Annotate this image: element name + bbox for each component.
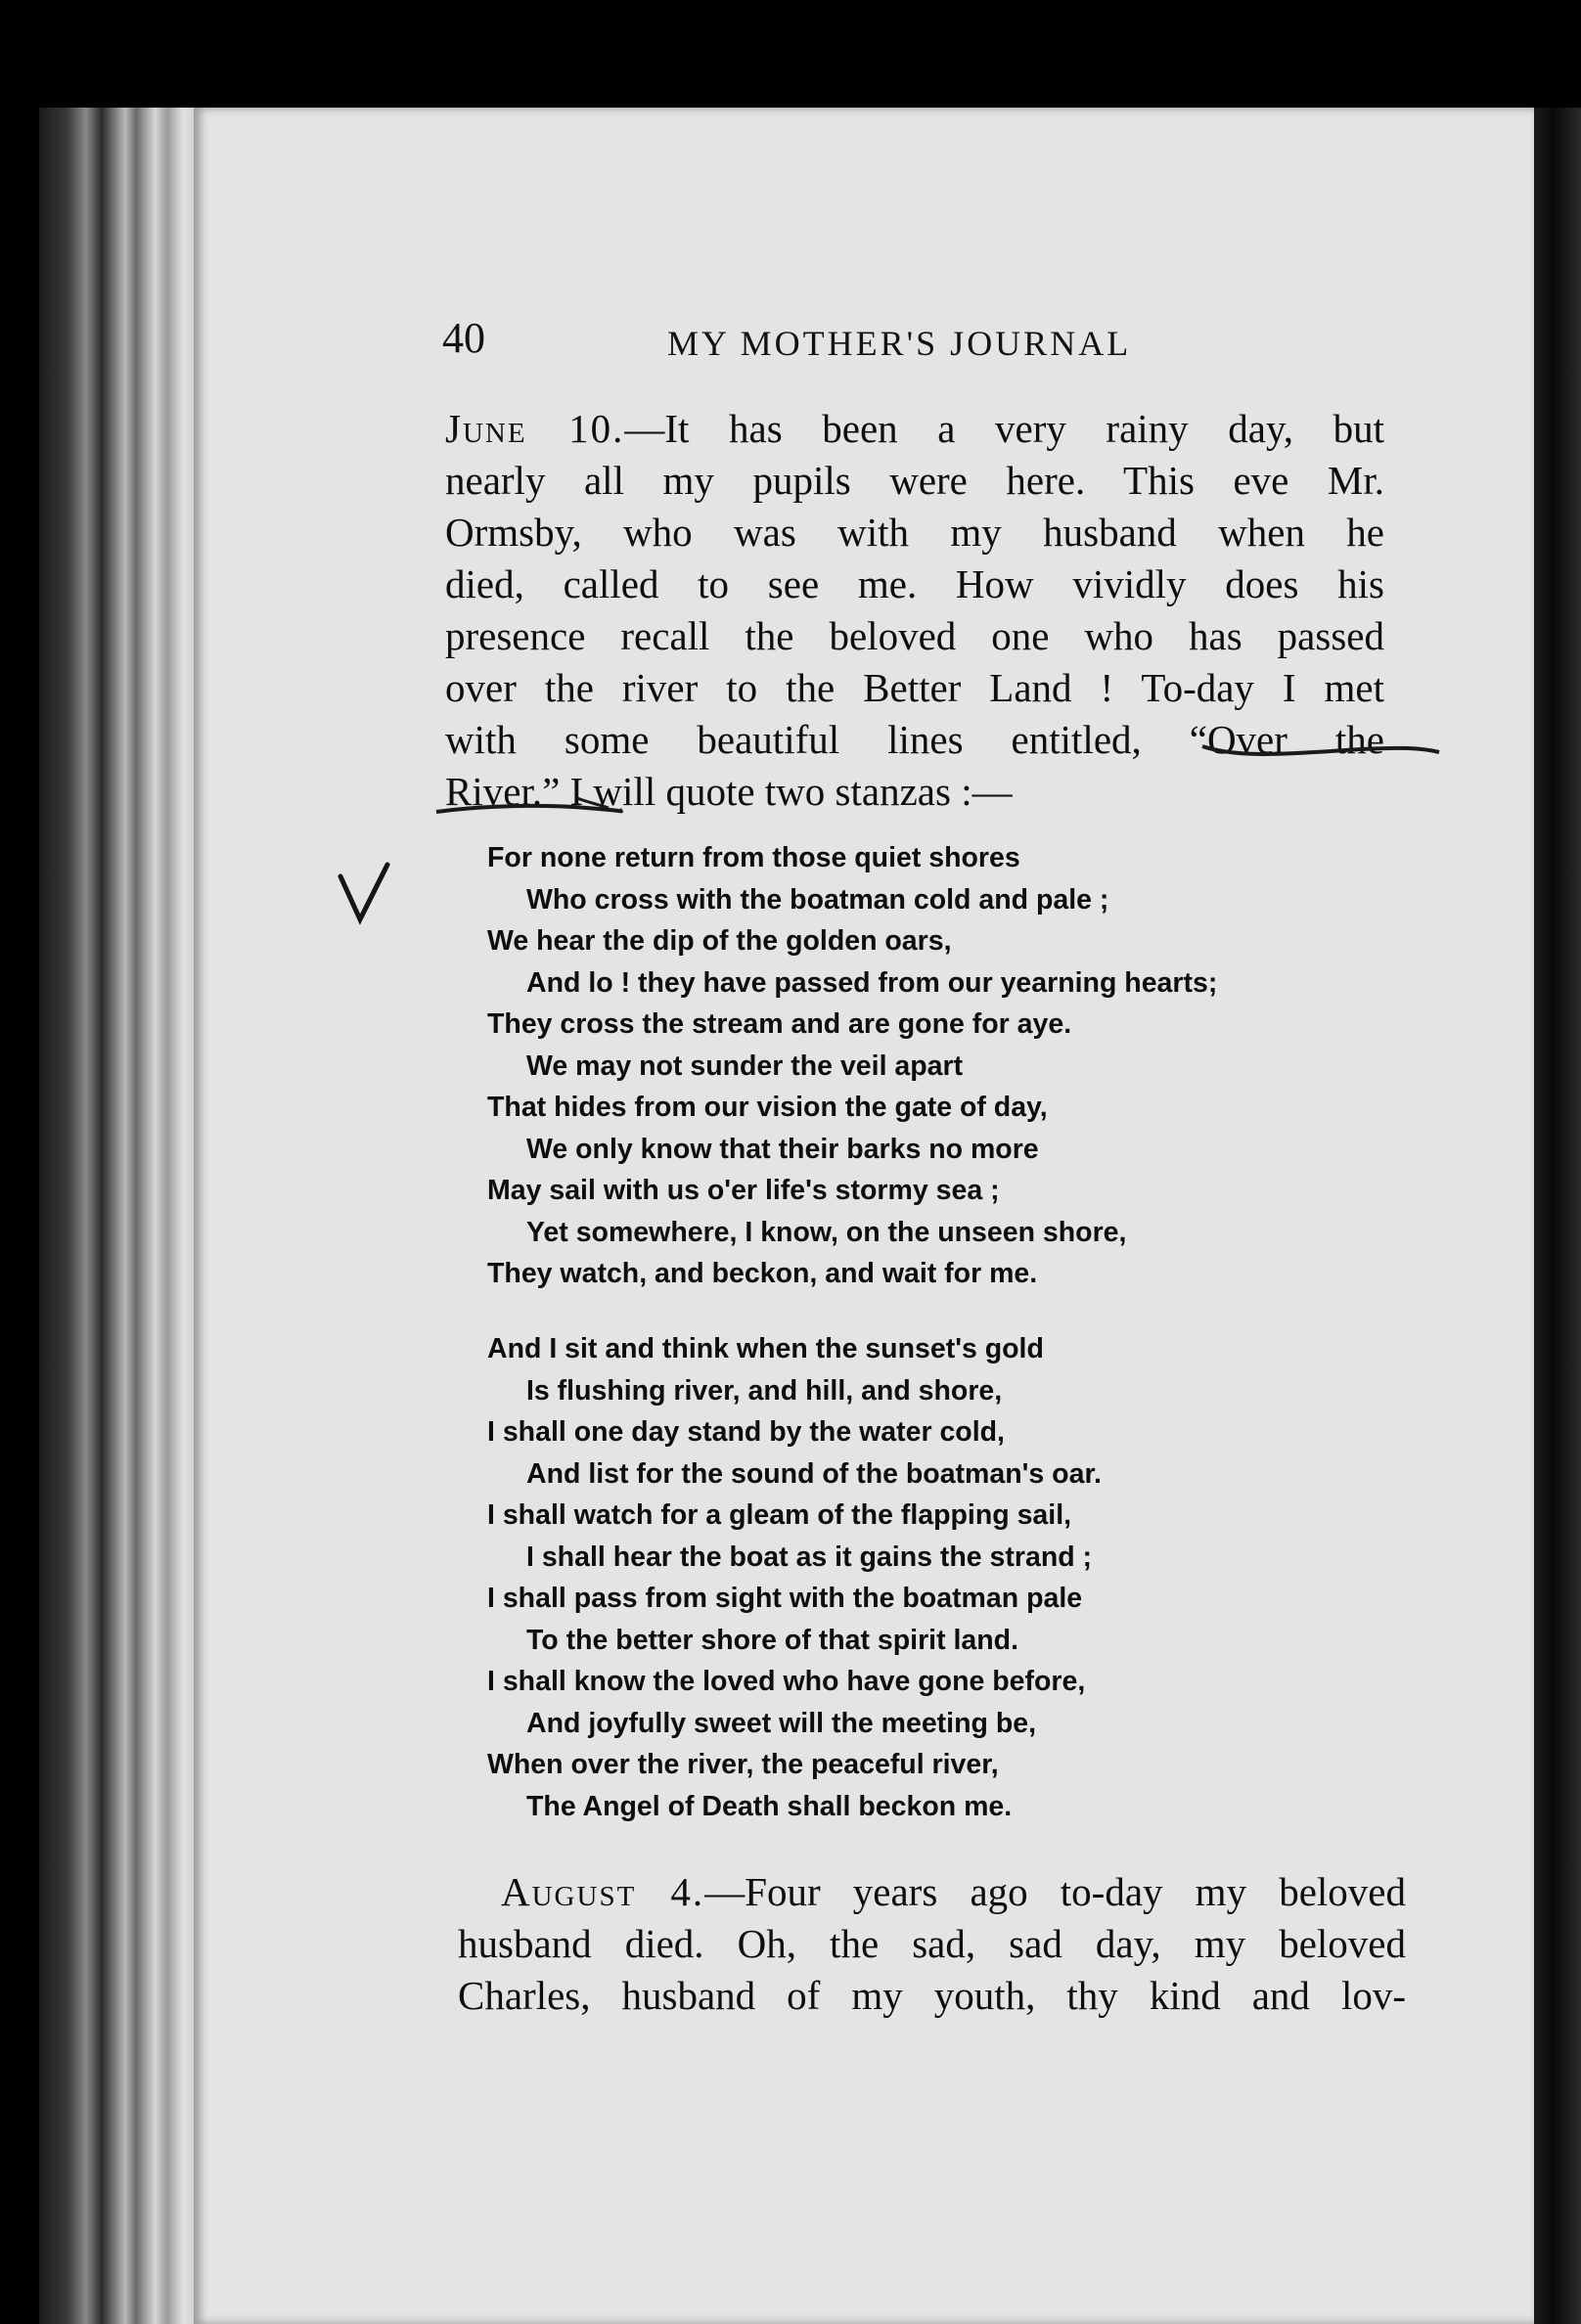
entry-text: —It has been a very rainy day, but: [624, 406, 1384, 451]
poem-line: When over the river, the peaceful river,: [487, 1749, 999, 1780]
prose-line: presence recall the beloved one who has passed: [445, 613, 1384, 658]
entry-august-4: [501, 1866, 1406, 1918]
poem-line: I shall watch for a gleam of the flapping sail,: [487, 1499, 1072, 1531]
poem-line: Is flushing river, and hill, and shore,: [526, 1374, 1003, 1407]
scan-left-edge: [39, 108, 196, 2324]
entry-august-4-cont: [458, 1918, 1406, 2022]
poem-line: They watch, and beckon, and wait for me.: [487, 1258, 1038, 1289]
poem-line: Yet somewhere, I know, on the unseen shore,: [526, 1216, 1127, 1248]
prose-line: over the river to the Better Land ! To-day I met: [445, 665, 1384, 710]
poem-line: I shall pass from sight with the boatman pale: [487, 1583, 1083, 1614]
poem-stanza-1: [487, 837, 1329, 1295]
check-mark-icon: [331, 859, 399, 927]
entry-date: June 10.: [445, 406, 625, 451]
poem-stanza-2: [487, 1328, 1329, 1827]
prose-line: Charles, husband of my youth, thy kind and lov-: [458, 1973, 1406, 2018]
poem-line: Who cross with the boatman cold and pale ;: [526, 883, 1109, 916]
prose-line: River.” I will quote two stanzas :—: [445, 769, 1013, 814]
poem-line: May sail with us o'er life's stormy sea ;: [487, 1175, 1000, 1206]
poem-line: For none return from those quiet shores: [487, 842, 1020, 873]
poem-line: To the better shore of that spirit land.: [526, 1624, 1018, 1656]
poem-line: And joyfully sweet will the meeting be,: [526, 1707, 1037, 1739]
prose-line: husband died. Oh, the sad, sad day, my beloved: [458, 1921, 1406, 1966]
prose-line: [501, 1866, 1406, 1918]
poem-line: I shall know the loved who have gone before,: [487, 1666, 1086, 1697]
poem-line: And I sit and think when the sunset's gold: [487, 1333, 1044, 1364]
entry-text: —Four years ago to-day my beloved: [704, 1869, 1407, 1914]
poem-line: We hear the dip of the golden oars,: [487, 925, 952, 957]
poem-line: I shall one day stand by the water cold,: [487, 1416, 1005, 1448]
prose-line: Ormsby, who was with my husband when he: [445, 510, 1384, 555]
prose-line: with some beautiful lines entitled, “Over the: [445, 717, 1384, 762]
running-title: MY MOTHER'S JOURNAL: [667, 324, 1132, 363]
entry-date: August 4.: [501, 1869, 705, 1914]
prose-line: nearly all my pupils were here. This eve Mr.: [445, 458, 1384, 503]
prose-line: [445, 403, 1384, 455]
poem-line: I shall hear the boat as it gains the strand ;: [526, 1541, 1093, 1573]
running-head: [442, 313, 1323, 372]
poem-line: We only know that their barks no more: [526, 1133, 1039, 1165]
entry-june-10: [445, 403, 1384, 818]
poem-line: And lo ! they have passed from our yearning hearts;: [526, 966, 1218, 999]
page-number: 40: [442, 314, 485, 362]
poem-line: That hides from our vision the gate of day,: [487, 1092, 1048, 1123]
scan-right-edge: [1534, 108, 1581, 2324]
poem-line: The Angel of Death shall beckon me.: [526, 1790, 1013, 1822]
poem-line: And list for the sound of the boatman's oar.: [526, 1457, 1102, 1490]
prose-line: died, called to see me. How vividly does his: [445, 561, 1384, 606]
poem-line: They cross the stream and are gone for aye.: [487, 1008, 1072, 1040]
poem-line: We may not sunder the veil apart: [526, 1050, 964, 1082]
